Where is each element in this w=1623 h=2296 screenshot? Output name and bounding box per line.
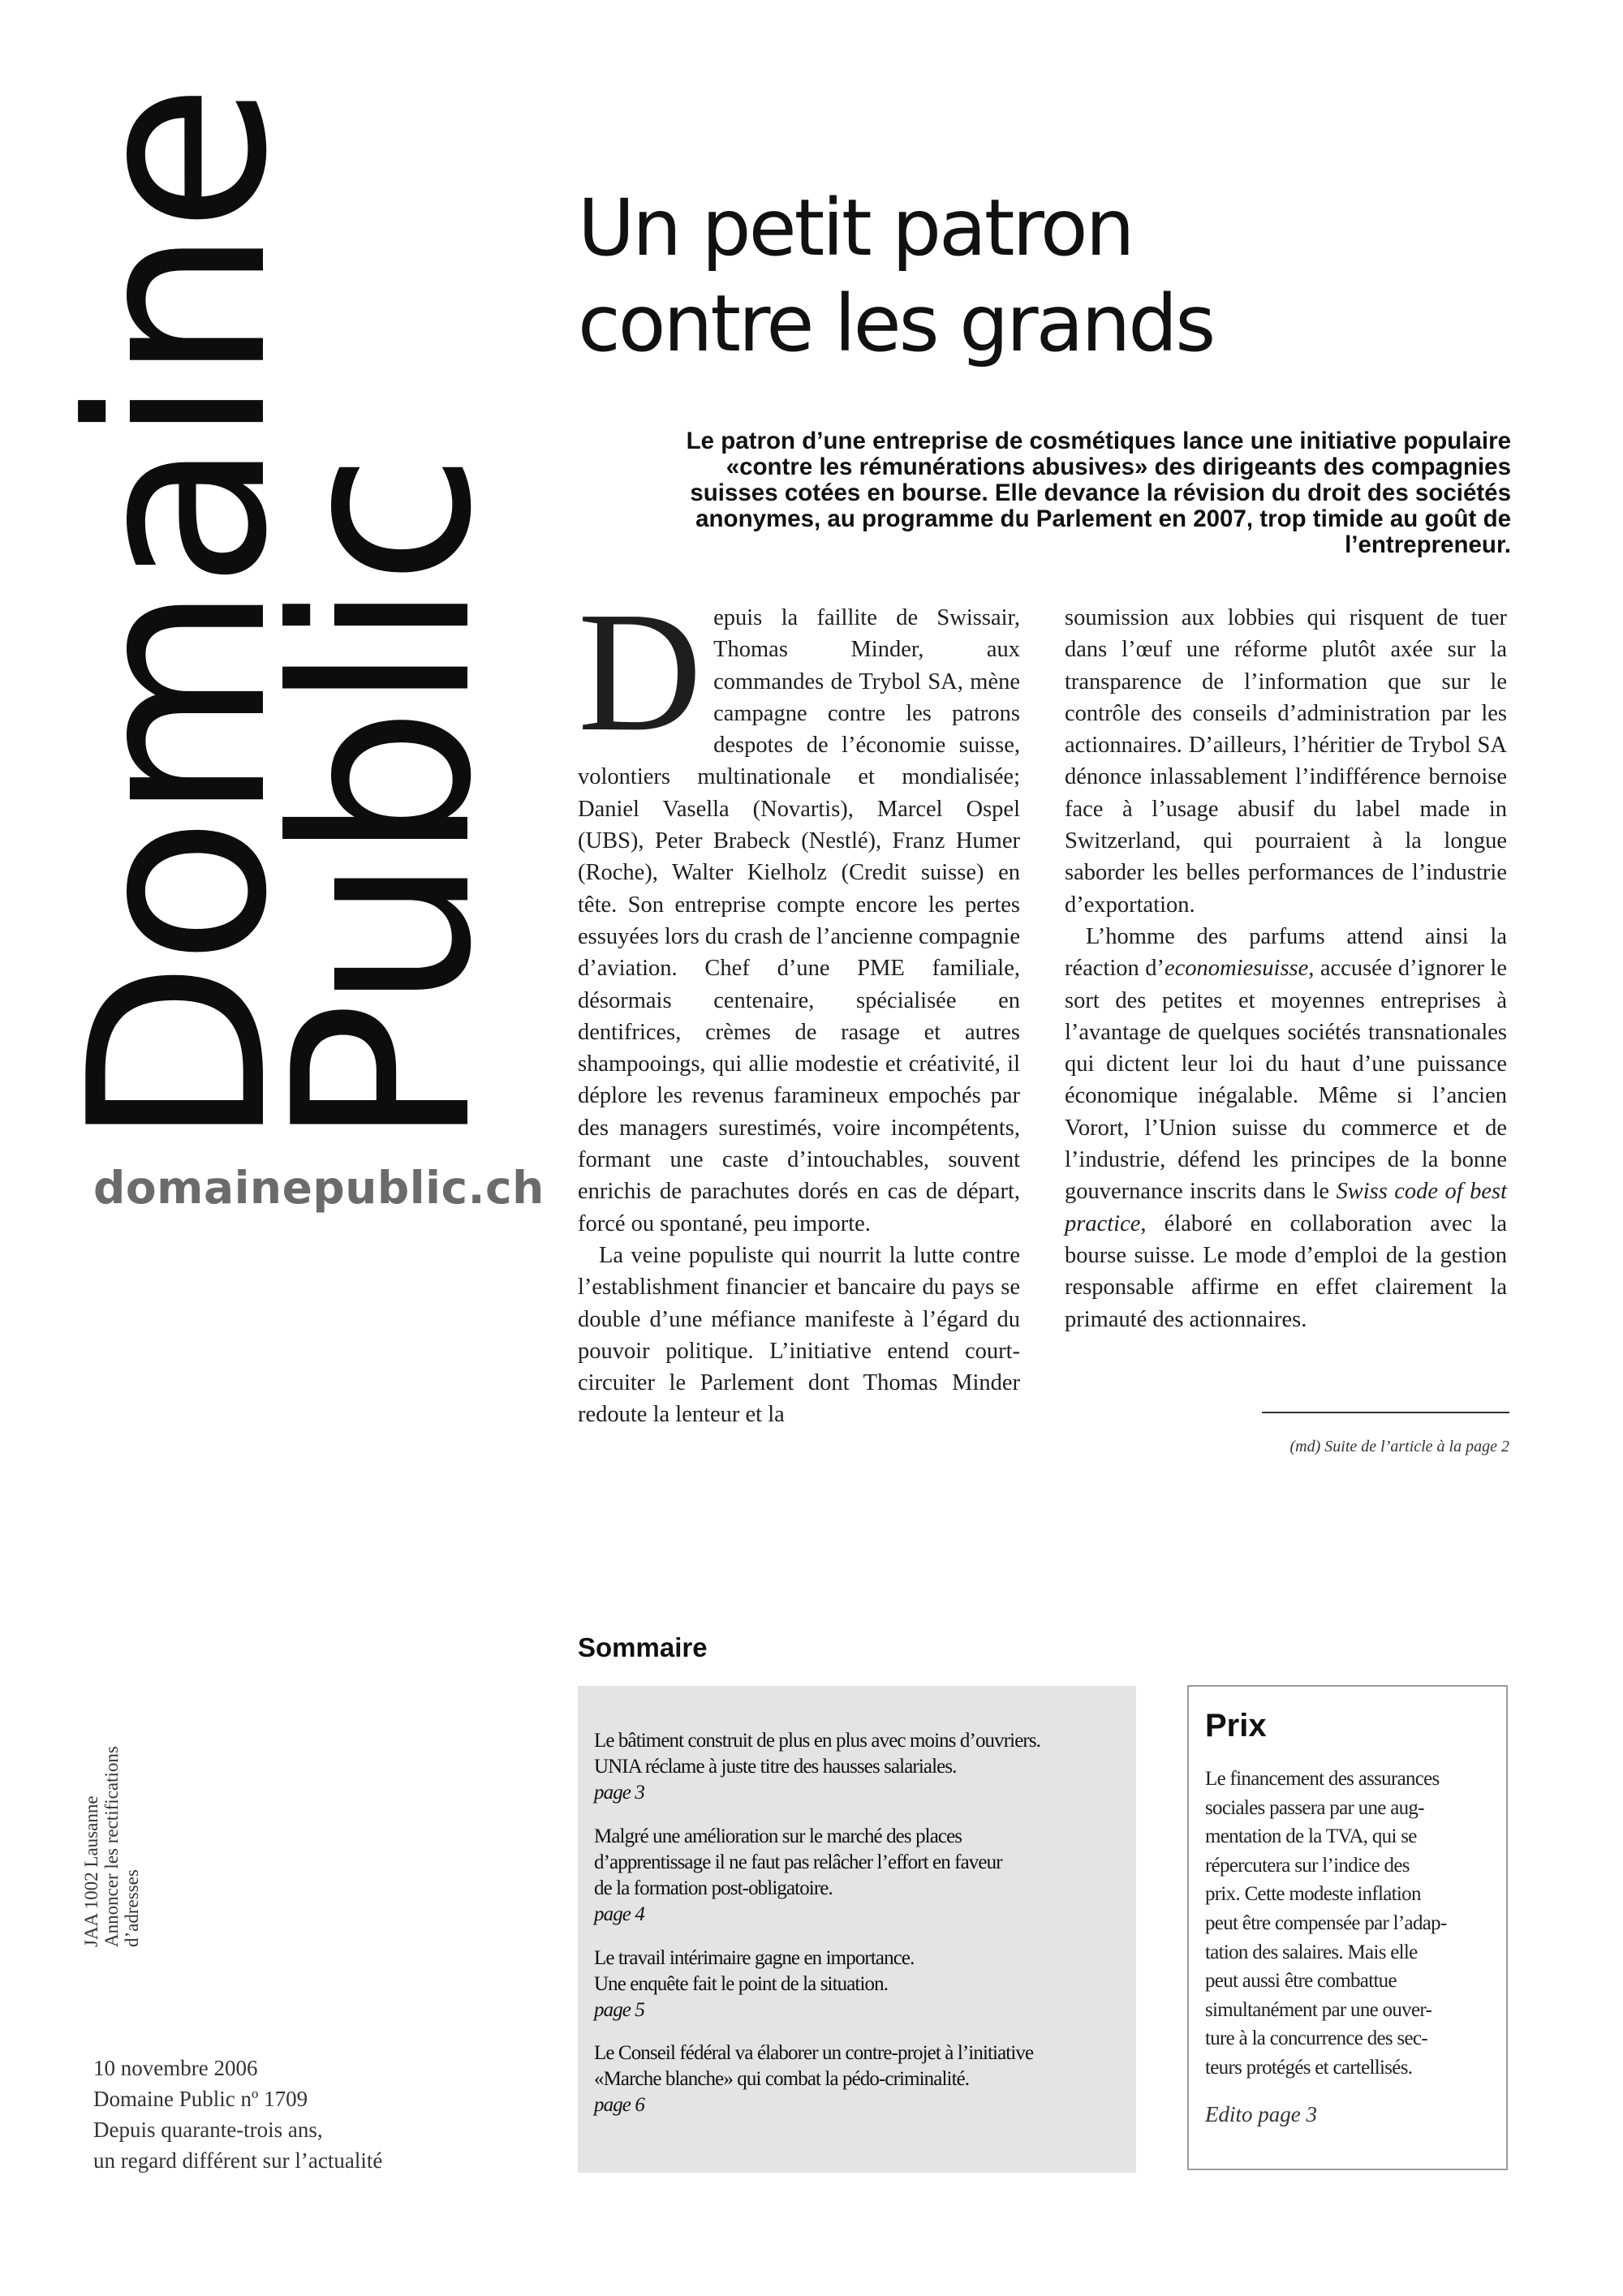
prix-line: Le financement des assurances bbox=[1205, 1768, 1440, 1790]
prix-line: peut aussi être combattue bbox=[1205, 1970, 1397, 1993]
prix-line: tation des salaires. Mais elle bbox=[1205, 1941, 1418, 1963]
paragraph-4-part-a: L’homme des parfums attend ainsi la réaction d’ bbox=[1065, 923, 1507, 982]
swiss-code-emphasis: Swiss code of best practice bbox=[1065, 1179, 1507, 1236]
paragraph-4 bbox=[1065, 921, 1507, 1335]
paragraph-4-part-b: , accusée d’ignorer le sort des petites et moyennes entreprises à l’avantage de quelques sociétés transnationales qui dictent leur loi du haut d’une puissance économique inégalable. Même si l’ancien Vorort, l’Union suisse du commerce et de l’industrie, défend les principes de la bonne gouvernance inscrits dans le bbox=[1065, 956, 1507, 1205]
masthead-line-2: Public bbox=[242, 457, 525, 1148]
prix-heading: Prix bbox=[1205, 1708, 1267, 1743]
sommaire-item-text: Malgré une amélioration sur le marché des places d’apprentissage il ne faut pas relâcher l’effort en faveur de la formation post-obligatoire. bbox=[594, 1825, 1002, 1899]
prix-line: sociales passera par une aug- bbox=[1205, 1796, 1424, 1819]
issue-number: Domaine Public nº 1709 bbox=[93, 2087, 308, 2111]
sommaire-item-text: Le bâtiment construit de plus en plus avec moins d’ouvriers. UNIA réclame à juste titre des hausses salariales. bbox=[594, 1730, 1041, 1778]
sommaire-item[interactable] bbox=[594, 2040, 1121, 2118]
sommaire-item[interactable] bbox=[594, 1946, 1121, 2023]
sommaire-box bbox=[578, 1686, 1136, 2173]
tagline-line-2: un regard différent sur l’actualité bbox=[93, 2148, 383, 2173]
prix-line: répercutera sur l’indice des bbox=[1205, 1854, 1410, 1877]
prix-line: simultanément par une ouver- bbox=[1205, 1998, 1432, 2021]
sommaire-item-text: Le travail intérimaire gagne en importance. Une enquête fait le point de la situation. bbox=[594, 1947, 915, 1995]
address-line-2: Annoncer les rectifications bbox=[101, 1746, 122, 1947]
sommaire-item-page: page 5 bbox=[594, 1999, 644, 2021]
paragraph-3: soumission aux lobbies qui risquent de tuer dans l’œuf une réforme plutôt axée sur la transparence de l’information que sur le contrôle des conseils d’administration par les actionnaires. D’ailleurs, l’héritier de Trybol SA dénonce inlassablement l’indifférence bernoise face à l’usage abusif du label made in Switzerland, qui pourraient à la longue saborder les belles performances de l’industrie d’exportation. bbox=[1065, 605, 1507, 918]
prix-line: prix. Cette modeste inflation bbox=[1205, 1883, 1421, 1906]
sommaire-heading: Sommaire bbox=[578, 1632, 708, 1662]
mailing-address bbox=[81, 1671, 341, 1947]
paragraph-1 bbox=[578, 576, 1020, 1240]
address-line-3: d’adresses bbox=[122, 1869, 142, 1947]
continuation-note: (md) Suite de l’article à la page 2 bbox=[1289, 1438, 1509, 1455]
article-column-1 bbox=[578, 576, 1020, 1431]
sommaire-item[interactable] bbox=[594, 1824, 1121, 1928]
prix-text bbox=[1205, 1765, 1489, 2083]
title-line-1: Un petit patron bbox=[578, 183, 1133, 273]
website-url: domainepublic.ch bbox=[93, 1162, 545, 1214]
paragraph-1-text: epuis la faillite de Swissair, Thomas Minder, aux commandes de Trybol SA, mène campagne contre les patrons despotes de l’économie suisse, volontiers multinationale et mondialisée; Daniel Vasella (Novartis), Marcel Ospel (UBS), Peter Brabeck (Nestlé), Franz Humer (Roche), Walter Kielholz (Credit suisse) en tête. Son entreprise compte encore les pertes essuyées lors du crash de l’ancienne compagnie d’aviation. Chef d’une PME familiale, désormais centenaire, spécialisée en dentifrices, crèmes de rasage et autres shampooings, qui allie modestie et créativité, il déplore les revenus faramineux empochés par des managers surestimés, voire incompétents, formant une caste d’intouchables, souvent enrichis de parachutes dorés en cas de départ, forcé ou spontané, peu importe. bbox=[578, 605, 1020, 1236]
prix-line: teurs protégés et cartellisés. bbox=[1205, 2056, 1413, 2079]
title-line-2: contre les grands bbox=[578, 278, 1214, 369]
tagline-line-1: Depuis quarante-trois ans, bbox=[93, 2118, 323, 2142]
prix-line: mentation de la TVA, qui se bbox=[1205, 1825, 1417, 1848]
divider-rule bbox=[1262, 1412, 1509, 1413]
drop-cap: D bbox=[578, 576, 703, 767]
address-line-1: JAA 1002 Lausanne bbox=[81, 1795, 101, 1947]
prix-box bbox=[1187, 1685, 1508, 2170]
sommaire-item-page: page 6 bbox=[594, 2094, 644, 2116]
sommaire-item[interactable] bbox=[594, 1728, 1121, 1806]
masthead-line-1: Domaine bbox=[37, 88, 321, 1148]
paragraph-2: La veine populiste qui nourrit la lutte contre l’establishment financier et bancaire du pays se double d’une méfiance manifeste à l’égard du pouvoir politique. L’initiative entend court-circuiter le Parlement dont Thomas Minder redoute la lenteur et la bbox=[578, 1242, 1020, 1428]
article-column-2 bbox=[1065, 602, 1507, 1335]
sommaire-item-page: page 4 bbox=[594, 1903, 644, 1925]
paragraph-4-part-c: , élaboré en collaboration avec la bourse suisse. Le mode d’emploi de la gestion responsable affirme en effet clairement la primauté des actionnaires. bbox=[1065, 1210, 1507, 1332]
prix-line: peut être compensée par l’adap- bbox=[1205, 1911, 1447, 1934]
economiesuisse-emphasis: economiesuisse bbox=[1164, 956, 1309, 982]
issue-info bbox=[93, 2053, 467, 2176]
issue-date: 10 novembre 2006 bbox=[93, 2056, 258, 2080]
article-lede: Le patron d’une entreprise de cosmétiques lance une initiative populaire «contre les rémunérations abusives» des dirigeants des compagnies suisses cotées en bourse. Elle devance la révision du droit des sociétés anonymes, au programme du Parlement en 2007, trop timide au goût de l’entrepreneur. bbox=[686, 428, 1511, 558]
article-title bbox=[578, 180, 1308, 372]
edito-link[interactable]: Edito page 3 bbox=[1205, 2102, 1317, 2126]
sommaire-item-page: page 3 bbox=[594, 1782, 644, 1804]
sommaire-item-text: Le Conseil fédéral va élaborer un contre-projet à l’initiative «Marche blanche» qui combat la pédo-criminalité. bbox=[594, 2042, 1034, 2090]
prix-line: ture à la concurrence des sec- bbox=[1205, 2027, 1427, 2050]
